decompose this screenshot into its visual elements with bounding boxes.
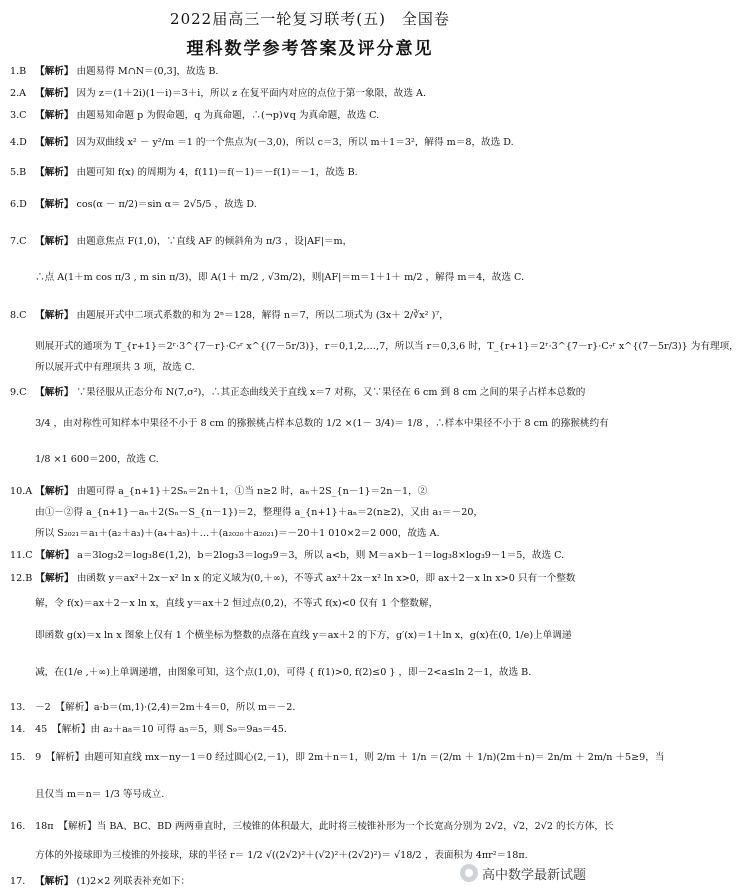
answer-line <box>10 789 612 801</box>
question-number: 6.D <box>10 199 27 210</box>
answer-line <box>10 387 612 399</box>
answer-line <box>10 702 612 714</box>
answer-text: 由题易知命题 p 为假命题，q 为真命题，∴(¬p)∨q 为真命题，故选 C. <box>76 110 380 121</box>
answer-line <box>10 850 528 862</box>
answer-line <box>10 88 612 100</box>
question-number: 5.B <box>10 167 27 178</box>
answer-text: a＝3log₃2＝log₃8∈(1,2)，b＝2log₃3＝log₃9＝3，所以 a<b，则 M＝a×b－1＝log₃8×log₃9－1＝5，故选 C. <box>77 550 565 561</box>
answer-line <box>10 630 612 642</box>
analysis-tag: 【解析】 <box>35 310 74 321</box>
analysis-tag: 【解析】 <box>35 137 74 148</box>
question-number: 8.C <box>10 310 27 321</box>
answer-line <box>10 724 612 736</box>
answer-line <box>10 507 612 519</box>
answer-line <box>10 341 739 353</box>
answer-text: 所以 S₂₀₂₁＝a₁＋(a₂＋a₃)＋(a₄＋a₅)＋…＋(a₂₀₂₀＋a₂₀₂₁)＝－20＋1 010×2＝2 000，故选 A. <box>35 528 440 539</box>
question-number: 10.A <box>10 486 33 497</box>
wechat-icon <box>460 864 478 882</box>
exam-title: 2022届高三一轮复习联考(五) 全国卷 <box>170 10 450 28</box>
answer-text: 则展开式的通项为 T_{r+1}＝2ʳ·3^{7－r}·C₇ʳ x^{(7－5r/3)}，r＝0,1,2,…,7，所以当 r＝0,3,6 时，T_{r+1}＝2ʳ·3^{7－r}·C₇ʳ x^{(7－5r/3)} 为有理项， <box>35 341 739 352</box>
answer-line <box>10 66 612 78</box>
question-number: 16. <box>10 821 26 832</box>
answer-line <box>10 167 612 179</box>
answer-line <box>10 199 612 211</box>
analysis-tag: 【解析】 <box>35 167 74 178</box>
question-number: 2.A <box>10 88 27 99</box>
answer-text: －2 【解析】a·b＝(m,1)·(2,4)＝2m＋4＝0，所以 m＝－2. <box>35 702 296 713</box>
answer-text: 由题意焦点 F(1,0)，∵直线 AF 的倾斜角为 π/3 ，设|AF|＝m， <box>76 236 353 247</box>
answer-text: 1/8 ×1 600＝200，故选 C. <box>35 454 159 465</box>
answer-text: cos(α － π/2)＝sin α＝ 2√5/5 ，故选 D. <box>76 199 257 210</box>
analysis-tag: 【解析】 <box>35 88 74 99</box>
answer-text: 即函数 g(x)＝x ln x 图象上仅有 1 个横坐标为整数的点落在直线 y＝ax＋2 的下方，g′(x)＝1＋ln x，g(x)在(0, 1/e)上单调递 <box>35 630 572 641</box>
question-number: 3.C <box>10 110 27 121</box>
answer-text: 由函数 y＝ax²＋2x－x² ln x 的定义域为(0,＋∞)，不等式 ax²＋2x－x² ln x>0，即 ax＋2－x ln x>0 只有一个整数 <box>76 573 576 584</box>
answer-text: 由题可知 f(x) 的周期为 4，f(11)＝f(－1)＝－f(1)＝－1，故选 B. <box>76 167 358 178</box>
question-number: 14. <box>10 724 26 735</box>
analysis-tag: 【解析】 <box>35 573 74 584</box>
wechat-watermark <box>456 862 590 884</box>
answer-text: 方体的外接球即为三棱锥的外接球，球的半径 r＝ 1/2 √((2√2)²＋(√2)²＋(2√2)²)＝ √18/2 ，表面积为 4πr²＝18π. <box>35 850 528 861</box>
answer-line <box>10 667 612 679</box>
answer-text: 解，令 f(x)＝ax＋2－x ln x，直线 y＝ax＋2 恒过点(0,2)，不等式 f(x)<0 仅有 1 个整数解， <box>35 598 439 609</box>
answer-line <box>10 752 665 764</box>
question-number: 11.C <box>10 550 33 561</box>
answer-line <box>10 310 612 322</box>
answer-text: 3/4 ，由对称性可知样本中果径不小于 8 cm 的猕猴桃占样本总数的 1/2 ×(1－ 3/4)＝ 1/8 ，∴样本中果径不小于 8 cm 的猕猴桃约有 <box>35 418 609 429</box>
answer-line <box>10 454 612 466</box>
answer-line <box>10 550 612 562</box>
answer-line <box>10 486 612 498</box>
question-number: 9.C <box>10 387 27 398</box>
answer-text: 由题易得 M∩N＝(0,3]，故选 B. <box>76 66 219 77</box>
answer-text: 由①－②得 a_{n+1}－aₙ＋2(Sₙ－S_{n－1})＝2，整理得 a_{n+1}＋aₙ＝2(n≥2)，又由 a₁＝－20， <box>35 507 484 518</box>
answer-line <box>10 598 612 610</box>
question-number: 17. <box>10 876 26 887</box>
analysis-tag: 【解析】 <box>35 199 74 210</box>
answer-text: 18π 【解析】当 BA、BC、BD 两两垂直时，三棱锥的体积最大，此时将三棱锥补形为一个长宽高分别为 2√2，√2，2√2 的长方体，长 <box>35 821 614 832</box>
answer-line <box>10 528 612 540</box>
answer-line <box>10 236 612 248</box>
answer-line <box>10 362 612 374</box>
answer-line <box>10 137 612 149</box>
answer-text: (1)2×2 列联表补充如下： <box>76 876 191 887</box>
answer-text: 因为 z＝(1＋2i)(1－i)＝3＋i，所以 z 在复平面内对应的点位于第一象限，故选 A. <box>76 88 427 99</box>
answer-text: 由题可得 a_{n+1}＋2Sₙ＝2n＋1，①当 n≥2 时，aₙ＋2S_{n－1}＝2n－1，② <box>76 486 428 497</box>
answer-text: 由题展开式中二项式系数的和为 2ⁿ＝128，解得 n＝7，所以二项式为 (3x＋ 2/∛x² )⁷， <box>76 310 449 321</box>
analysis-tag: 【解析】 <box>35 236 74 247</box>
answer-line <box>10 573 612 585</box>
answer-line <box>10 272 612 284</box>
answer-line <box>10 418 612 430</box>
answer-text: 所以展开式中有理项共 3 项，故选 C. <box>35 362 195 373</box>
analysis-tag: 【解析】 <box>35 550 75 561</box>
analysis-tag: 【解析】 <box>35 66 74 77</box>
answer-text: ∵果径服从正态分布 N(7,σ²)，∴其正态曲线关于直线 x＝7 对称，又∵果径在 6 cm 到 8 cm 之间的果子占样本总数的 <box>76 387 586 398</box>
analysis-tag: 【解析】 <box>35 110 74 121</box>
analysis-tag: 【解析】 <box>35 486 74 497</box>
answer-text: 9 【解析】由题可知直线 mx－ny－1＝0 经过圆心(2,－1)，即 2m＋n＝1，则 2/m ＋ 1/n ＝(2/m ＋ 1/n)(2m＋n)＝ 2n/m ＋ 2m/n ＋5≥9，当 <box>35 752 665 763</box>
analysis-tag: 【解析】 <box>35 876 74 887</box>
answer-text: 因为双曲线 x² － y²/m ＝1 的一个焦点为(－3,0)，所以 c＝3，所以 m＋1＝3²，解得 m＝8，故选 D. <box>76 137 514 148</box>
answer-line <box>10 821 612 833</box>
answer-text: 45 【解析】由 a₂＋a₈＝10 可得 a₅＝5，则 S₉＝9a₅＝45. <box>35 724 287 735</box>
answer-line <box>10 110 612 122</box>
question-number: 1.B <box>10 66 27 77</box>
question-number: 15. <box>10 752 26 763</box>
question-number: 4.D <box>10 137 27 148</box>
analysis-tag: 【解析】 <box>35 387 74 398</box>
question-number: 7.C <box>10 236 27 247</box>
answer-text: ∴点 A(1＋m cos π/3 , m sin π/3)，即 A(1＋ m/2 , √3m/2)，则|AF|＝m＝1＋1＋ m/2 ，解得 m＝4，故选 C. <box>35 272 525 283</box>
question-number: 12.B <box>10 573 33 584</box>
answer-text: 且仅当 m＝n＝ 1/3 等号成立. <box>35 789 165 800</box>
question-number: 13. <box>10 702 26 713</box>
answer-key-subtitle: 理科数学参考答案及评分意见 <box>186 39 434 59</box>
answer-text: 减，在(1/e ,＋∞)上单调递增，由图象可知，这个点(1,0)，可得 { f(1)>0, f(2)≤0 } ，即－2<a≤ln 2－1，故选 B. <box>35 667 532 678</box>
watermark-text: 高中数学最新试题 <box>482 867 587 883</box>
